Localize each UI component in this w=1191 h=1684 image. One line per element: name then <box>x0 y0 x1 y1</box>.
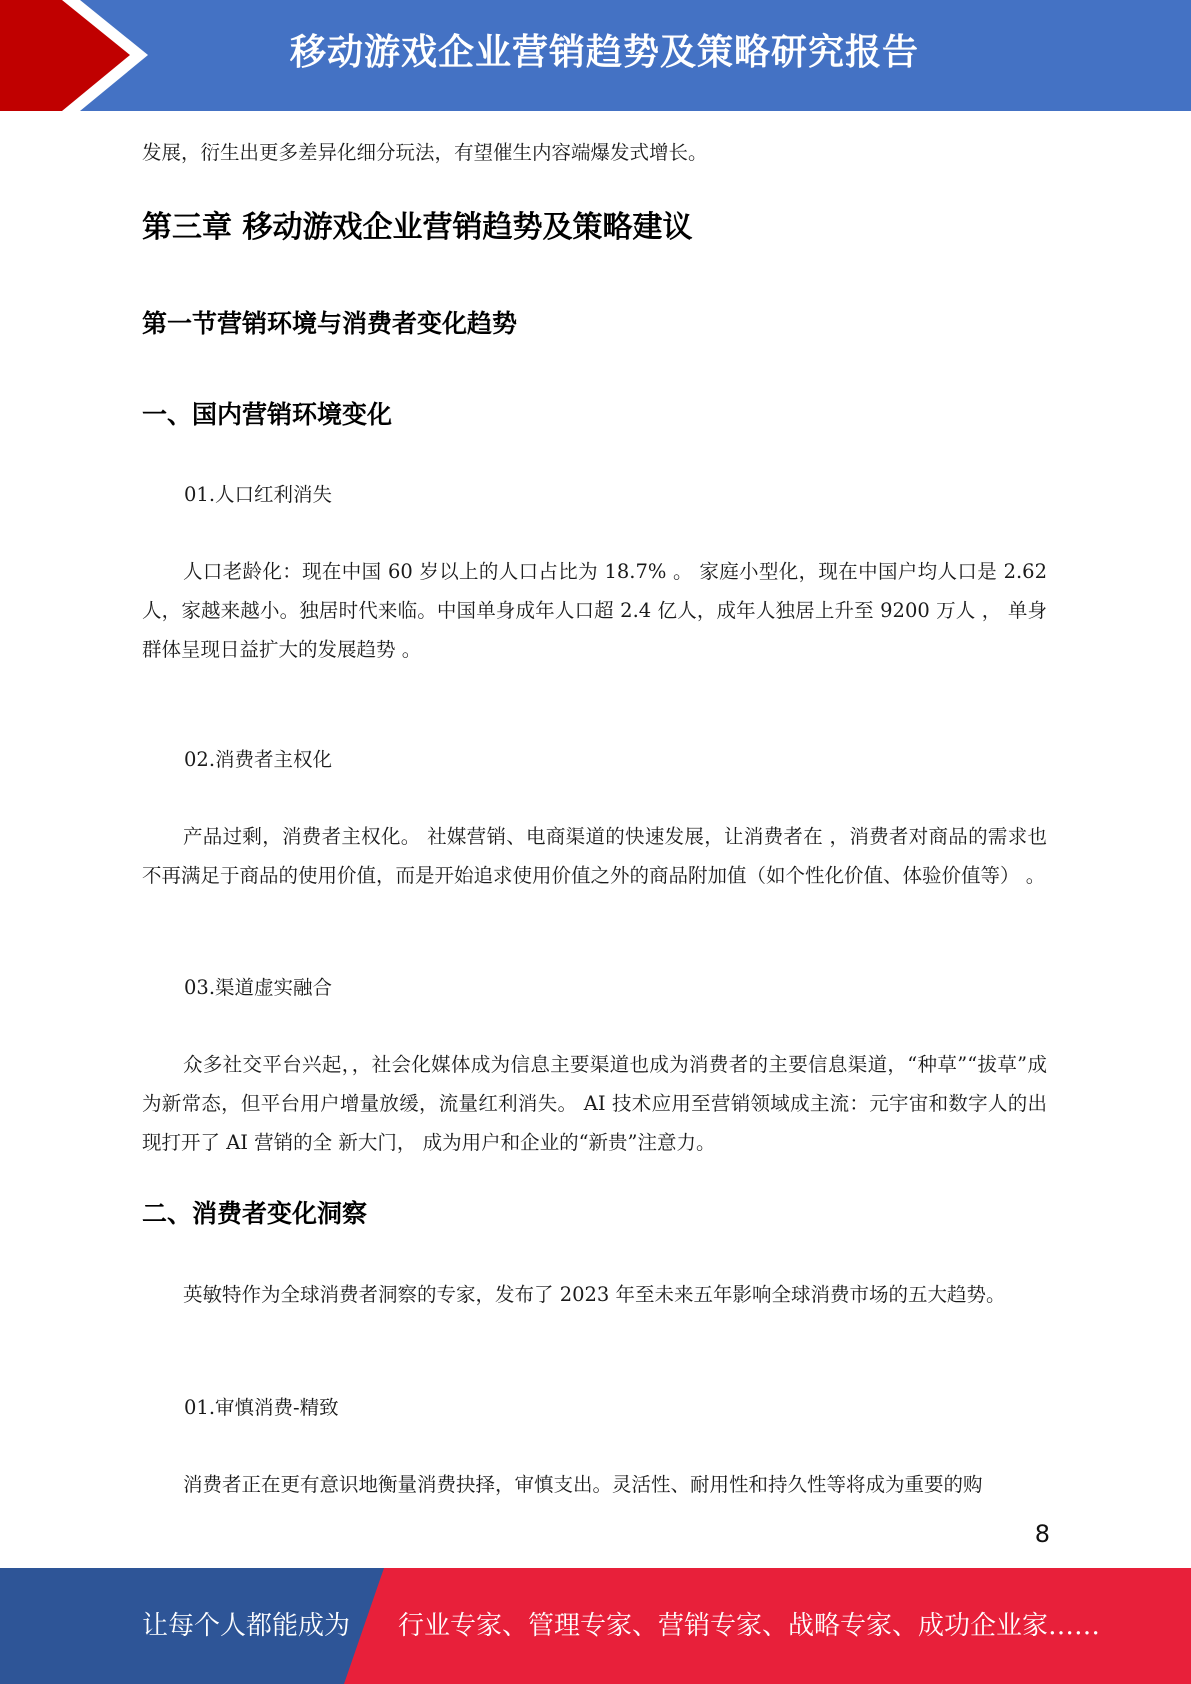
item-paragraph: 产品过剩，消费者主权化。 社媒营销、电商渠道的快速发展，让消费者在 ，消费者对商品的需求也不再满足于商品的使用价值，而是开始追求使用价值之外的商品附加值（如个性化价值、体验价值等） 。 <box>142 825 1047 887</box>
item-paragraph: 人口老龄化：现在中国 60 岁以上的人口占比为 18.7% 。 家庭小型化，现在中国户均人口是 2.62 人，家越来越小。独居时代来临。中国单身成年人口超 2.4 亿人，成年人独居上升至 9200 万人 ， 单身群体呈现日益扩大的发展趋势 。 <box>142 560 1047 661</box>
page-number: 8 <box>1034 1520 1050 1548</box>
item-title: 01.人口红利消失 <box>184 483 333 506</box>
item-paragraph: 消费者正在更有意识地衡量消费抉择，审慎支出。灵活性、耐用性和持久性等将成为重要的购 <box>183 1473 983 1496</box>
item-title: 01.审慎消费-精致 <box>184 1396 339 1419</box>
intro-paragraph: 发展，衍生出更多差异化细分玩法，有望催生内容端爆发式增长。 <box>142 141 708 164</box>
section-title: 第一节营销环境与消费者变化趋势 <box>142 309 518 338</box>
item-title: 02.消费者主权化 <box>184 748 333 771</box>
footer-banner <box>0 1568 1191 1684</box>
footer-slogan-right: 行业专家、管理专家、营销专家、战略专家、成功企业家…… <box>398 1611 1101 1641</box>
chapter-title: 第三章 移动游戏企业营销趋势及策略建议 <box>142 210 693 245</box>
item-title: 03.渠道虚实融合 <box>184 976 333 999</box>
header-title: 移动游戏企业营销趋势及策略研究报告 <box>290 32 920 73</box>
footer-slogan-left: 让每个人都能成为 <box>142 1611 351 1641</box>
part2-heading: 二、消费者变化洞察 <box>142 1199 368 1228</box>
part2-intro-paragraph: 英敏特作为全球消费者洞察的专家，发布了 2023 年至未来五年影响全球消费市场的五大趋势。 <box>183 1283 1006 1306</box>
item-paragraph: 众多社交平台兴起，，社会化媒体成为信息主要渠道也成为消费者的主要信息渠道，“种草”“拔草”成为新常态，但平台用户增量放缓，流量红利消失。 AI 技术应用至营销领域成主流：元宇宙和数字人的出现打开了 AI 营销的全 新大门， 成为用户和企业的“新贵”注意力。 <box>142 1053 1047 1154</box>
header-banner <box>0 0 1191 111</box>
part1-heading: 一、国内营销环境变化 <box>142 400 393 429</box>
